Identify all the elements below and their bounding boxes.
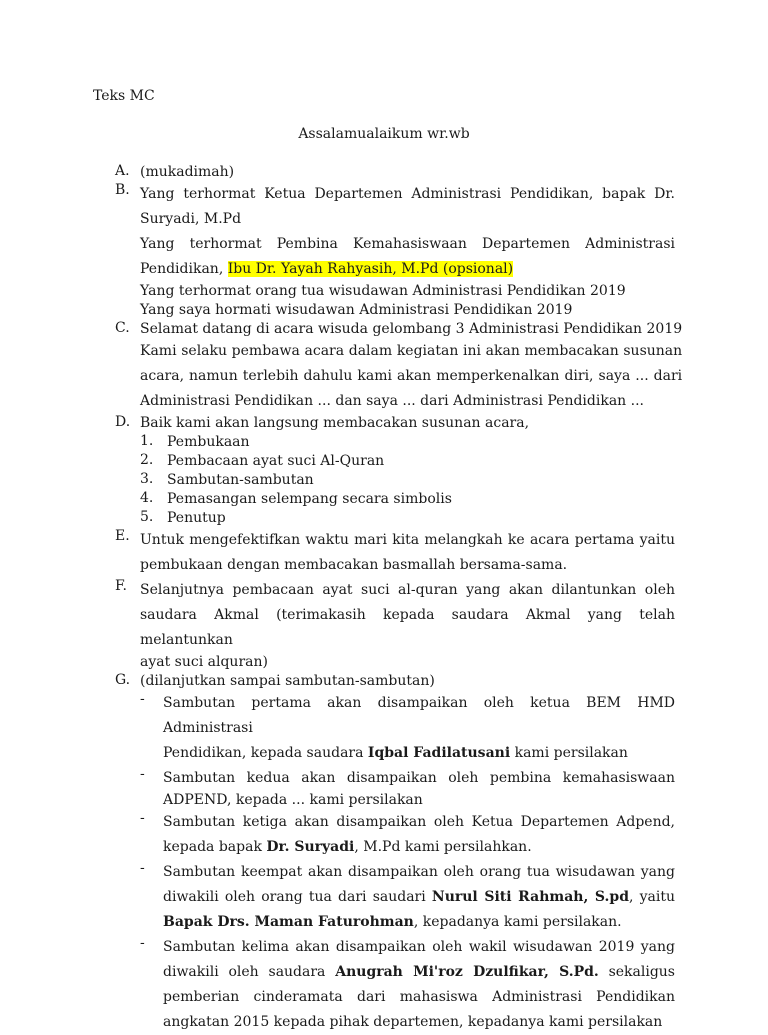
text-line: ayat suci alquran) xyxy=(140,654,268,670)
bold-name: Iqbal Fadilatusani xyxy=(367,745,511,761)
text-line: Untuk mengefektifkan waktu mari kita melangkah ke acara pertama yaitu xyxy=(140,532,675,548)
bold-name: Dr. Suryadi xyxy=(266,839,355,855)
text-line: Sambutan kedua akan disampaikan oleh pembina kemahasiswaan xyxy=(163,770,675,786)
section-text: (mukadimah) xyxy=(140,164,235,180)
speech-item xyxy=(140,935,675,1035)
text-line: Selamat datang di acara wisuda gelombang 3 Administrasi Pendidikan 2019 xyxy=(140,321,683,337)
section-d xyxy=(115,414,675,528)
speech-item xyxy=(140,860,675,935)
text-fragment: diwakili oleh orang tua dari saudari xyxy=(163,889,432,905)
text-line: Selanjutnya pembacaan ayat suci al-quran yang akan dilantunkan oleh xyxy=(140,582,675,598)
text-fragment: , kepadanya kami persilakan. xyxy=(413,914,622,930)
agenda-item xyxy=(140,509,675,528)
text-line: Yang terhormat Ketua Departemen Administrasi Pendidikan, bapak Dr. xyxy=(140,186,675,202)
text-line: saudara Akmal (terimakasih kepada saudara Akmal yang telah melantunkan xyxy=(140,607,675,648)
text-line xyxy=(163,885,675,910)
bold-name: Bapak Drs. Maman Faturohman xyxy=(163,914,414,930)
section-c xyxy=(115,320,683,414)
section-label: E. xyxy=(115,528,130,544)
text-line: Sambutan keempat akan disampaikan oleh orang tua wisudawan yang xyxy=(163,864,675,880)
highlighted-text: Ibu Dr. Yayah Rahyasih, M.Pd (opsional) xyxy=(227,261,514,277)
text-line: acara, namun terlebih dahulu kami akan memperkenalkan diri, saya ... dari xyxy=(140,368,683,384)
text-line: pembukaan dengan membacakan basmallah bersama-sama. xyxy=(140,557,568,573)
section-g xyxy=(115,672,675,1035)
text-line xyxy=(163,960,675,985)
section-label: G. xyxy=(115,672,131,688)
section-label: F. xyxy=(115,578,127,594)
section-f xyxy=(115,578,675,672)
section-label: D. xyxy=(115,414,131,430)
agenda-text: Pembukaan xyxy=(167,434,250,450)
text-line: Sambutan pertama akan disampaikan oleh ketua BEM HMD Administrasi xyxy=(163,695,675,736)
text-line xyxy=(163,835,675,860)
text-fragment: kami persilakan xyxy=(510,745,628,761)
agenda-list xyxy=(140,433,675,528)
section-e xyxy=(115,528,675,578)
text-line: (dilanjutkan sampai sambutan-sambutan) xyxy=(140,673,435,689)
bullet-dash: - xyxy=(140,810,145,826)
text-fragment: Pendidikan, xyxy=(140,261,228,277)
text-fragment: Pendidikan, kepada saudara xyxy=(163,745,368,761)
bullet-dash: - xyxy=(140,935,145,951)
mc-script-body xyxy=(115,163,683,1035)
bullet-dash: - xyxy=(140,860,145,876)
bold-name: Nurul Siti Rahmah, S.pd xyxy=(431,889,629,905)
agenda-item xyxy=(140,452,675,471)
agenda-text: Pembacaan ayat suci Al-Quran xyxy=(167,453,385,469)
section-b xyxy=(115,182,675,320)
speech-item xyxy=(140,810,675,860)
agenda-number: 4. xyxy=(140,490,154,506)
text-line: Administrasi Pendidikan ... dan saya ... dari Administrasi Pendidikan ... xyxy=(140,393,644,409)
text-fragment: , M.Pd kami persilahkan. xyxy=(354,839,532,855)
text-line xyxy=(163,741,675,766)
bullet-dash: - xyxy=(140,691,145,707)
agenda-text: Sambutan-sambutan xyxy=(167,472,314,488)
speech-item xyxy=(140,766,675,810)
greeting: Assalamualaikum wr.wb xyxy=(298,126,470,142)
bold-name: Anugrah Mi'roz Dzulfikar, S.Pd. xyxy=(335,964,599,980)
agenda-item xyxy=(140,433,675,452)
text-line xyxy=(140,257,675,282)
text-line: ADPEND, kepada ... kami persilakan xyxy=(163,792,423,808)
text-fragment: , yaitu xyxy=(628,889,675,905)
text-line: Yang saya hormati wisudawan Administrasi Pendidikan 2019 xyxy=(140,302,573,318)
document-title: Teks MC xyxy=(93,88,155,104)
agenda-number: 3. xyxy=(140,471,154,487)
section-label: B. xyxy=(115,182,130,198)
agenda-number: 5. xyxy=(140,509,154,525)
text-line: Yang terhormat orang tua wisudawan Administrasi Pendidikan 2019 xyxy=(140,283,626,299)
text-line: Sambutan kelima akan disampaikan oleh wakil wisudawan 2019 yang xyxy=(163,939,675,955)
text-line: Yang terhormat Pembina Kemahasiswaan Departemen Administrasi xyxy=(140,236,675,252)
text-line: Kami selaku pembawa acara dalam kegiatan ini akan membacakan susunan xyxy=(140,343,683,359)
agenda-number: 1. xyxy=(140,433,154,449)
speech-item xyxy=(140,691,675,766)
text-line: Suryadi, M.Pd xyxy=(140,211,242,227)
agenda-item xyxy=(140,490,675,509)
bullet-dash: - xyxy=(140,766,145,782)
agenda-item xyxy=(140,471,675,490)
text-fragment: diwakili oleh saudara xyxy=(163,964,336,980)
text-fragment: sekaligus xyxy=(598,964,675,980)
agenda-text: Pemasangan selempang secara simbolis xyxy=(167,491,452,507)
section-label: A. xyxy=(115,163,130,179)
text-line: Sambutan ketiga akan disampaikan oleh Ketua Departemen Adpend, xyxy=(163,814,675,830)
section-a xyxy=(115,163,675,182)
section-label: C. xyxy=(115,320,130,336)
text-line xyxy=(163,910,675,935)
text-fragment: kepada bapak xyxy=(163,839,267,855)
text-line: Baik kami akan langsung membacakan susunan acara, xyxy=(140,415,530,431)
agenda-number: 2. xyxy=(140,452,154,468)
text-line: pemberian cinderamata dari mahasiswa Administrasi Pendidikan xyxy=(163,989,675,1005)
agenda-text: Penutup xyxy=(167,510,226,526)
text-line: angkatan 2015 kepada pihak departemen, kepadanya kami persilakan xyxy=(163,1014,663,1030)
